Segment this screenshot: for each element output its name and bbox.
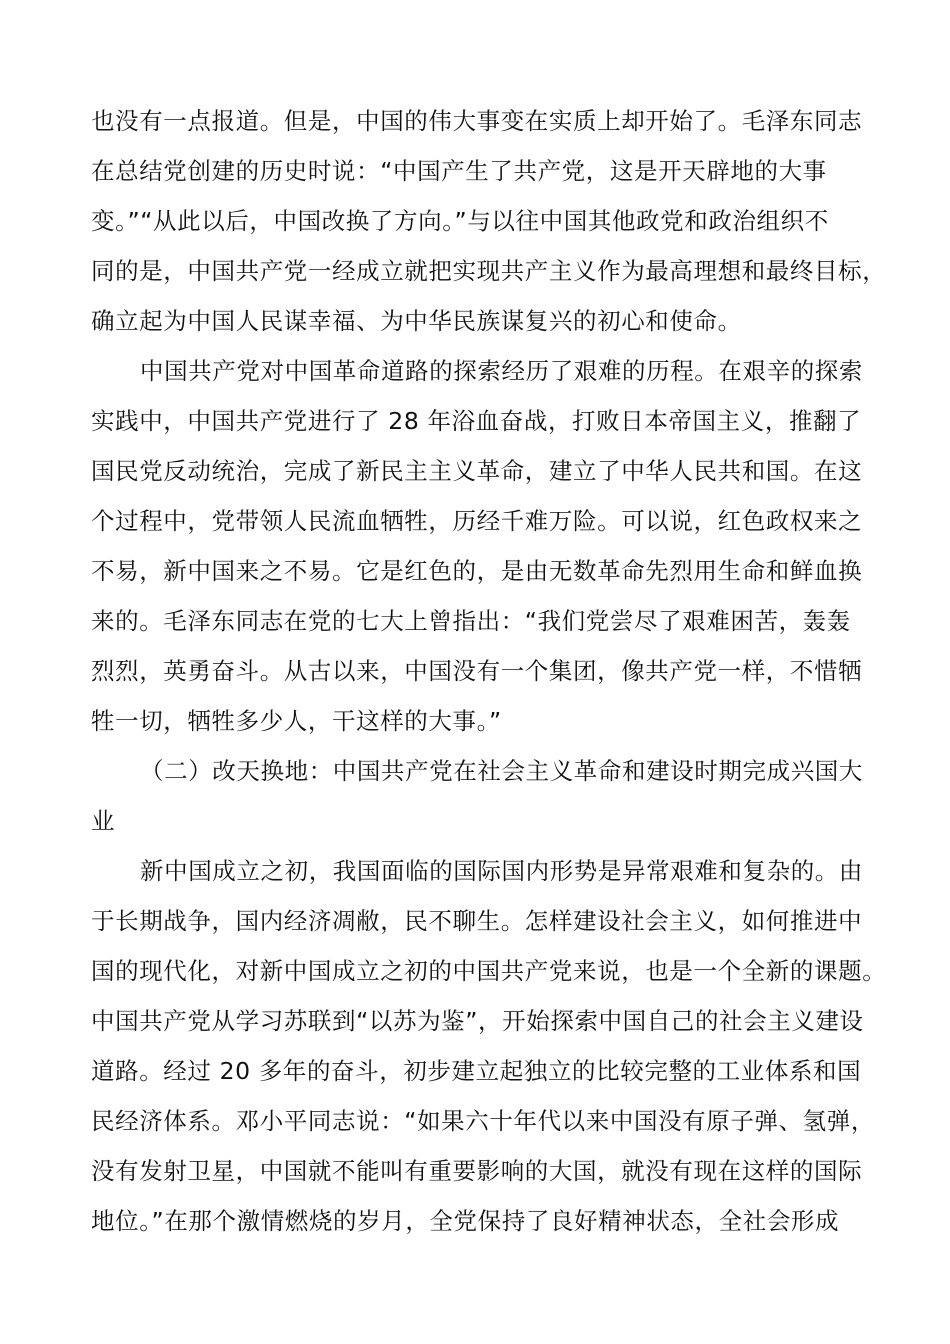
text-line: 于长期战争，国内经济凋敝，民不聊生。怎样建设社会主义，如何推进中 <box>91 907 863 935</box>
text-line: 民经济体系。邓小平同志说：“如果六十年代以来中国没有原子弹、氢弹， <box>91 1107 875 1135</box>
text-line: 个过程中，党带领人民流血牺牲，历经千难万险。可以说，红色政权来之 <box>91 507 863 535</box>
section-heading: （二）改天换地：中国共产党在社会主义革命和建设时期完成兴国大 <box>140 757 863 785</box>
text-line: 变。”“从此以后，中国改换了方向。”与以往中国其他政党和政治组织不 <box>91 207 829 235</box>
text-line: 同的是，中国共产党一经成立就把实现共产主义作为最高理想和最终目标， <box>91 257 887 285</box>
text-line: 也没有一点报道。但是，中国的伟大事变在实质上却开始了。毛泽东同志 <box>91 107 863 135</box>
text-line: 实践中，中国共产党进行了 28 年浴血奋战，打败日本帝国主义，推翻了 <box>91 407 862 435</box>
text-line: 道路。经过 20 多年的奋斗，初步建立起独立的比较完整的工业体系和国 <box>91 1057 862 1085</box>
text-line: 中国共产党从学习苏联到“以苏为鉴”，开始探索中国自己的社会主义建设 <box>91 1007 864 1035</box>
text-line: 确立起为中国人民谋幸福、为中华民族谋复兴的初心和使命。 <box>91 307 742 335</box>
text-line: 牲一切，牺牲多少人，干这样的大事。” <box>91 707 502 735</box>
text-line: 国民党反动统治，完成了新民主主义革命，建立了中华人民共和国。在这 <box>91 457 863 485</box>
paragraph-first-line: 中国共产党对中国革命道路的探索经历了艰难的历程。在艰辛的探索 <box>140 357 863 385</box>
text-line: 不易，新中国来之不易。它是红色的，是由无数革命先烈用生命和鲜血换 <box>91 557 863 585</box>
text-line: 来的。毛泽东同志在党的七大上曾指出：“我们党尝尽了艰难困苦，轰轰 <box>91 607 851 635</box>
text-line: 没有发射卫星，中国就不能叫有重要影响的大国，就没有现在这样的国际 <box>91 1157 863 1185</box>
section-heading-continuation: 业 <box>91 807 116 835</box>
paragraph-first-line: 新中国成立之初，我国面临的国际国内形势是异常艰难和复杂的。由 <box>140 857 863 885</box>
text-line: 在总结党创建的历史时说：“中国产生了共产党，这是开天辟地的大事 <box>91 157 827 185</box>
text-line: 国的现代化，对新中国成立之初的中国共产党来说，也是一个全新的课题。 <box>91 957 887 985</box>
text-line: 地位。”在那个激情燃烧的岁月，全党保持了良好精神状态，全社会形成 <box>91 1207 840 1235</box>
text-line: 烈烈，英勇奋斗。从古以来，中国没有一个集团，像共产党一样，不惜牺 <box>91 657 863 685</box>
